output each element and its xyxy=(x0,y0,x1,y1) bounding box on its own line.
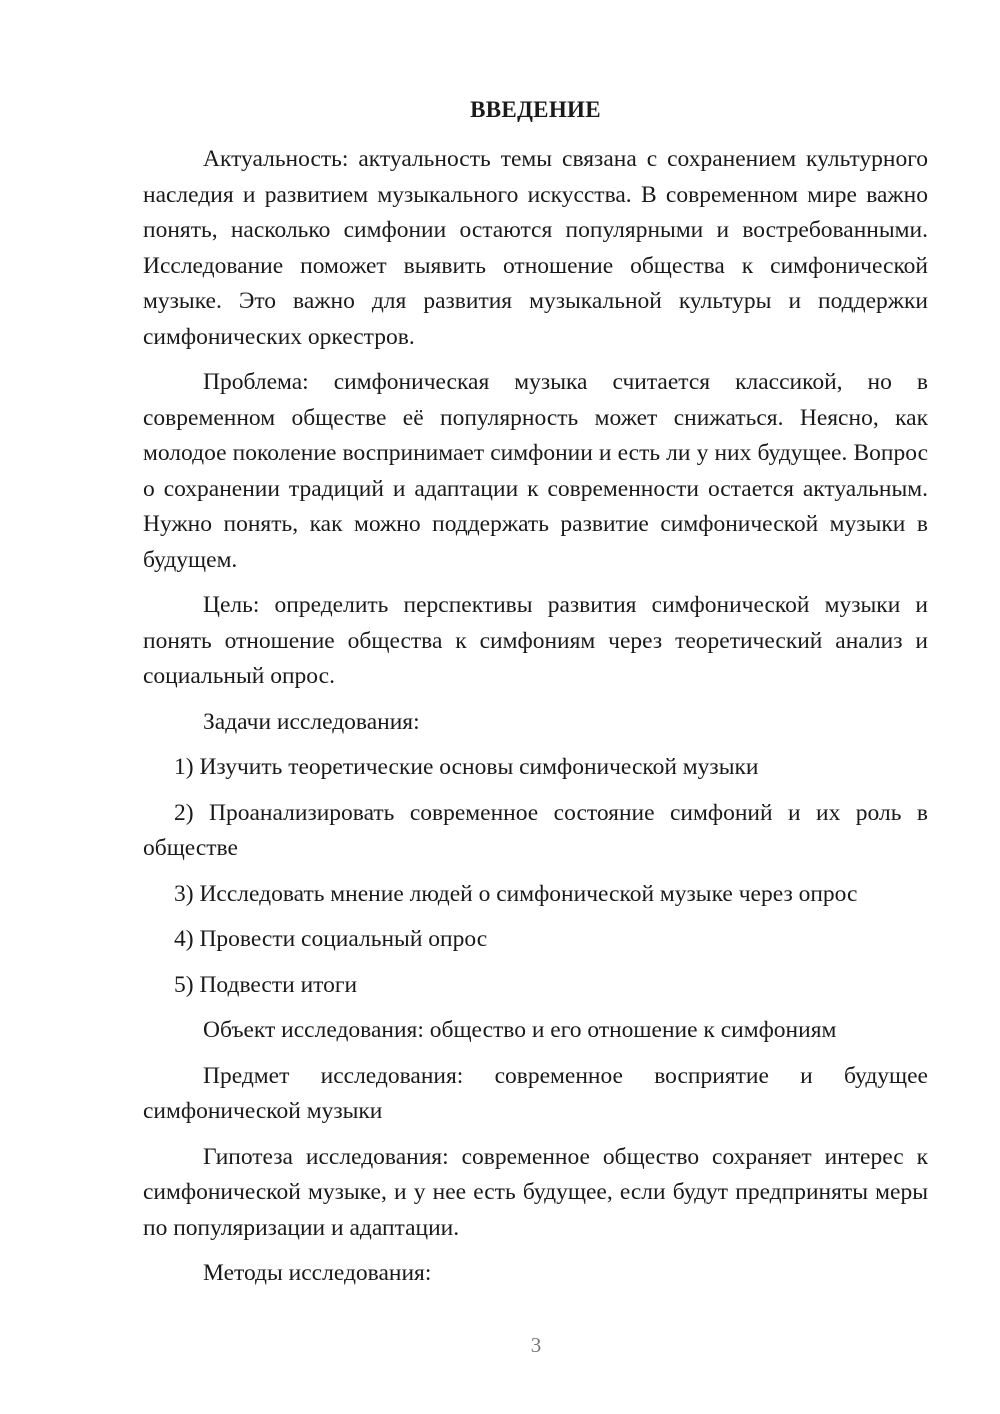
page-title: ВВЕДЕНИЕ xyxy=(470,97,601,122)
task-item-2: 2) Проанализировать современное состояние симфоний и их роль в обществе xyxy=(143,799,928,861)
object-paragraph: Объект исследования: общество и его отношение к симфониям xyxy=(203,1017,837,1043)
task-item-5: 5) Подвести итоги xyxy=(174,971,358,998)
task-item-1: 1) Изучить теоретические основы симфонической музыки xyxy=(174,754,759,780)
document-page xyxy=(143,94,928,1302)
goal-paragraph: Цель: определить перспективы развития симфонической музыки и понять отношение общества к симфониям через теоретический анализ и социальный опрос. xyxy=(143,592,928,689)
hypothesis-paragraph: Гипотеза исследования: современное общество сохраняет интерес к симфонической музыке, и у нее есть будущее, если будут предприняты меры по популяризации и адаптации. xyxy=(143,1143,928,1241)
tasks-list xyxy=(143,750,928,1003)
methods-heading: Методы исследования: xyxy=(203,1260,432,1286)
task-item-3: 3) Исследовать мнение людей о симфонической музыке через опрос xyxy=(174,880,858,907)
relevance-paragraph: Актуальность: актуальность темы связана с сохранением культурного наследия и развитием музыкального искусства. В современном мире важно понять, насколько симфонии остаются популярными и востребованными. Исследование поможет выявить отношение общества к симфонической музыке. Это важно для развития музыкальной культуры и поддержки симфонических оркестров. xyxy=(143,146,928,350)
problem-paragraph: Проблема: симфоническая музыка считается классикой, но в современном обществе её популярность может снижаться. Неясно, как молодое поколение воспринимает симфонии и есть ли у них будущее. Вопрос о сохранении традиций и адаптации к современности остается актуальным. Нужно понять, как можно поддержать развитие симфонической музыки в будущем. xyxy=(143,369,928,573)
task-item-4: 4) Провести социальный опрос xyxy=(174,926,488,952)
page-number: 3 xyxy=(530,1333,542,1357)
tasks-heading: Задачи исследования: xyxy=(203,708,420,735)
subject-paragraph: Предмет исследования: современное восприятие и будущее симфонической музыки xyxy=(143,1062,928,1124)
